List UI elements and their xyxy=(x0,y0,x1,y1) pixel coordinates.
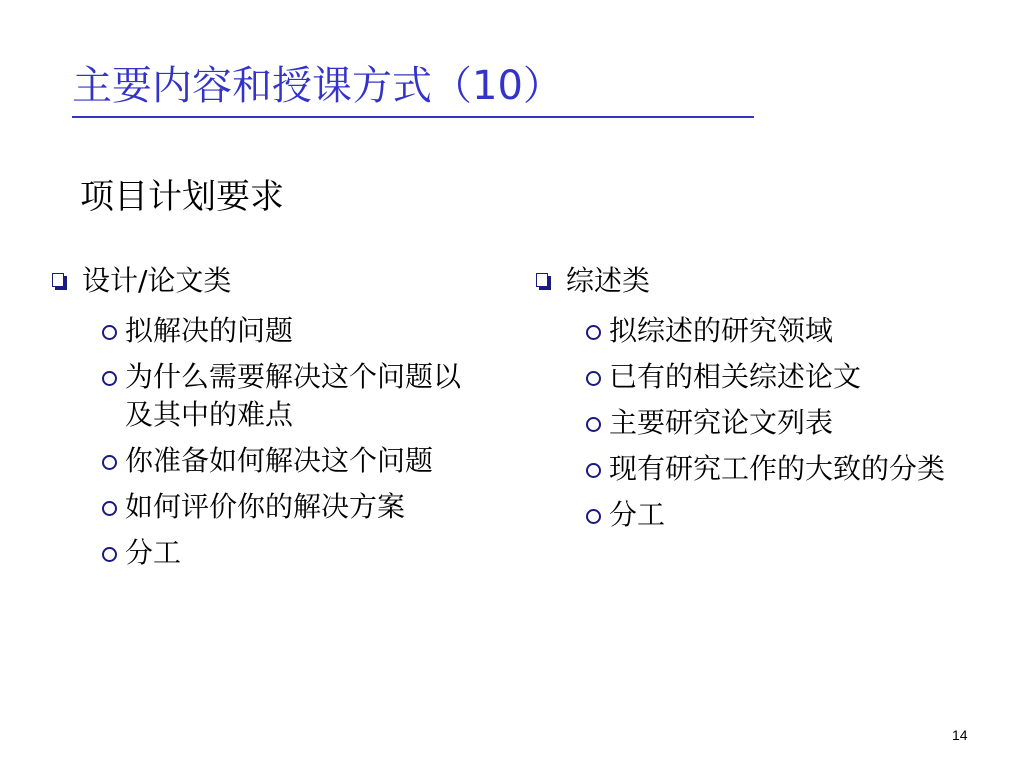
right-heading: 综述类 xyxy=(566,264,651,297)
circle-bullet-icon xyxy=(586,417,601,432)
slide-subtitle: 项目计划要求 xyxy=(80,177,284,217)
slide-title-block xyxy=(72,58,754,118)
left-item-list xyxy=(48,312,488,572)
circle-bullet-icon xyxy=(102,325,117,340)
circle-bullet-icon xyxy=(102,501,117,516)
list-item: 分工 xyxy=(102,534,488,572)
list-item: 分工 xyxy=(586,496,972,534)
left-column xyxy=(48,258,488,572)
list-item: 主要研究论文列表 xyxy=(586,404,972,442)
list-item: 拟综述的研究领域 xyxy=(586,312,972,350)
circle-bullet-icon xyxy=(586,325,601,340)
right-heading-row xyxy=(532,258,972,304)
square-bullet-icon xyxy=(52,273,64,287)
circle-bullet-icon xyxy=(102,455,117,470)
circle-bullet-icon xyxy=(102,371,117,386)
list-item: 如何评价你的解决方案 xyxy=(102,488,488,526)
list-item: 为什么需要解决这个问题以及其中的难点 xyxy=(102,358,488,434)
right-item-list xyxy=(532,312,972,534)
circle-bullet-icon xyxy=(102,547,117,562)
title-underline xyxy=(72,116,754,118)
circle-bullet-icon xyxy=(586,371,601,386)
list-item: 拟解决的问题 xyxy=(102,312,488,350)
circle-bullet-icon xyxy=(586,463,601,478)
left-heading: 设计/论文类 xyxy=(82,264,232,297)
square-bullet-icon xyxy=(536,273,548,287)
circle-bullet-icon xyxy=(586,509,601,524)
right-column xyxy=(532,258,972,534)
list-item: 现有研究工作的大致的分类 xyxy=(586,450,972,488)
list-item: 已有的相关综述论文 xyxy=(586,358,972,396)
list-item: 你准备如何解决这个问题 xyxy=(102,442,488,480)
slide-title: 主要内容和授课方式（10） xyxy=(72,63,563,109)
left-heading-row xyxy=(48,258,488,304)
page-number: 14 xyxy=(952,727,968,743)
